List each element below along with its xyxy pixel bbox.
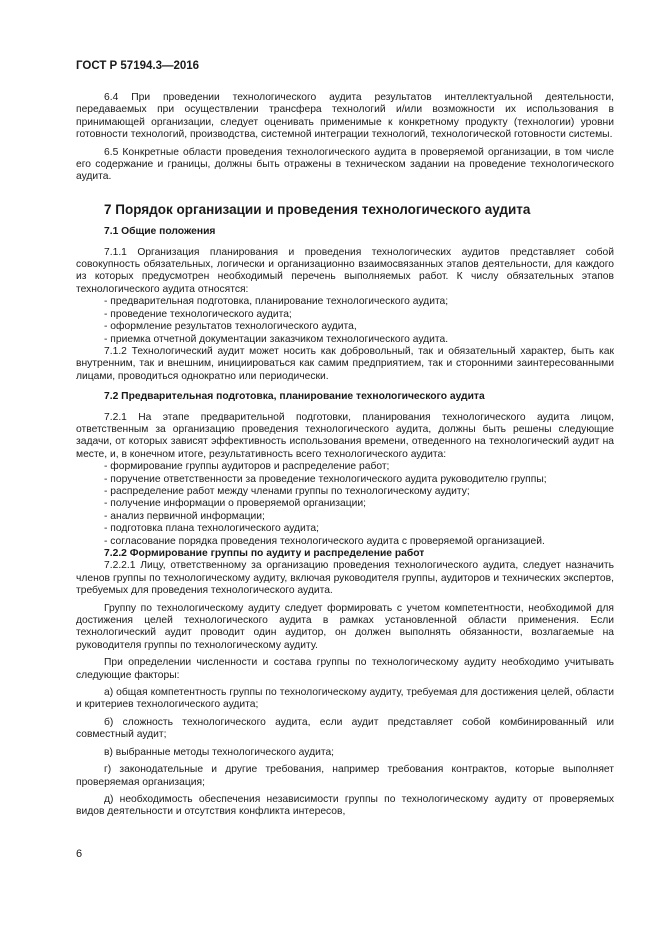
list-item: - получение информации о проверяемой организации; xyxy=(104,498,366,510)
list-item: - проведение технологического аудита; xyxy=(104,308,292,320)
subsection-heading-7-1: 7.1 Общие положения xyxy=(104,226,216,238)
list-item: - приемка отчетной документации заказчиком технологического аудита. xyxy=(104,333,449,345)
paragraph-7-2-1: 7.2.1 На этапе предварительной подготовки, планирования технологического аудита лицом, ответственным за организацию проведения технологического аудита, должны быть решены следующие задачи, от которых зависят эффективность использования времени, отведенного на технологический аудит на месте, и, в конечном итоге, результативность всего технологического аудита: xyxy=(76,411,614,460)
paragraph-7-2-2-1: 7.2.2.1 Лицу, ответственному за организацию проведения технологического аудита, следует назначить членов группы по технологическому аудиту, включая руководителя группы, аудиторов и технических экспертов, требуемых для проведения технологического аудита. xyxy=(76,560,614,597)
list-item: - согласование порядка проведения технологического аудита с проверяемой организацией. xyxy=(104,535,545,547)
page-number: 6 xyxy=(76,848,83,860)
factor-item: г) законодательные и другие требования, например требования контрактов, которые выполняет проверяемая организация; xyxy=(76,764,614,788)
list-item: - анализ первичной информации; xyxy=(104,510,265,522)
factor-item: а) общая компетентность группы по технологическому аудиту, требуемая для достижения целей, области и критериев технологического аудита; xyxy=(76,687,614,711)
list-item: - поручение ответственности за проведение технологического аудита руководителю группы; xyxy=(104,473,547,485)
paragraph-group-factors: При определении численности и состава группы по технологическому аудиту необходимо учитывать следующие факторы: xyxy=(76,657,614,681)
subsection-heading-7-2: 7.2 Предварительная подготовка, планирование технологического аудита xyxy=(104,391,485,403)
factor-item: д) необходимость обеспечения независимости группы по технологическому аудиту от проверяемых видов деятельности и отсутствия конфликта интересов, xyxy=(76,793,614,818)
list-item: - оформление результатов технологического аудита, xyxy=(104,321,357,333)
section-heading-7: 7 Порядок организации и проведения технологического аудита xyxy=(104,201,531,217)
paragraph-group-formation: Группу по технологическому аудиту следует формировать с учетом компетентности, необходимой для достижения целей технологического аудита в рамках установленной области применения. Если технологический аудит проводит один аудитор, он должен выполнять обязанности, возлагаемые на руководителя группы по технологическому аудиту. xyxy=(76,602,614,651)
paragraph-6-5: 6.5 Конкретные области проведения технологического аудита в проверяемой организации, в том числе его содержание и границы, должны быть отражены в техническом задании на проведение технологического аудита. xyxy=(76,146,614,183)
list-item: - распределение работ между членами группы по технологическому аудиту; xyxy=(104,485,470,497)
list-item: - предварительная подготовка, планирование технологического аудита; xyxy=(104,296,449,308)
factor-item: в) выбранные методы технологического аудита; xyxy=(104,746,335,758)
subsection-heading-7-2-2: 7.2.2 Формирование группы по аудиту и распределение работ xyxy=(104,548,425,559)
standard-header: ГОСТ Р 57194.3—2016 xyxy=(76,60,200,72)
paragraph-7-1-2: 7.1.2 Технологический аудит может носить как добровольный, так и обязательный характер, быть как внутренним, так и внешним, инициироваться как самим предприятием, так и сторонними заинтересованными лицами, проводиться однократно или периодически. xyxy=(76,345,614,382)
paragraph-6-4: 6.4 При проведении технологического аудита результатов интеллектуальной деятельности, передаваемых при осуществлении трансфера технологий и/или возможности их использования в принимающей организации, следует оценивать применимые к конкретному продукту (технологии) уровни готовности технологий, производства, системной интеграции технологий, технологической готовности системы. xyxy=(76,92,614,141)
paragraph-7-1-1: 7.1.1 Организация планирования и проведения технологических аудитов представляет собой совокупность обязательных, логически и организационно взаимосвязанных этапов деятельности, для каждого из которых предусмотрен необходимый перечень выполняемых работ. К числу обязательных этапов технологического аудита относятся: xyxy=(76,246,614,295)
list-item: - формирование группы аудиторов и распределение работ; xyxy=(104,461,390,473)
factor-item: б) сложность технологического аудита, если аудит представляет собой комбинированный или совместный аудит; xyxy=(76,716,614,741)
document-body xyxy=(76,92,614,819)
list-item: - подготовка плана технологического аудита; xyxy=(104,523,319,535)
